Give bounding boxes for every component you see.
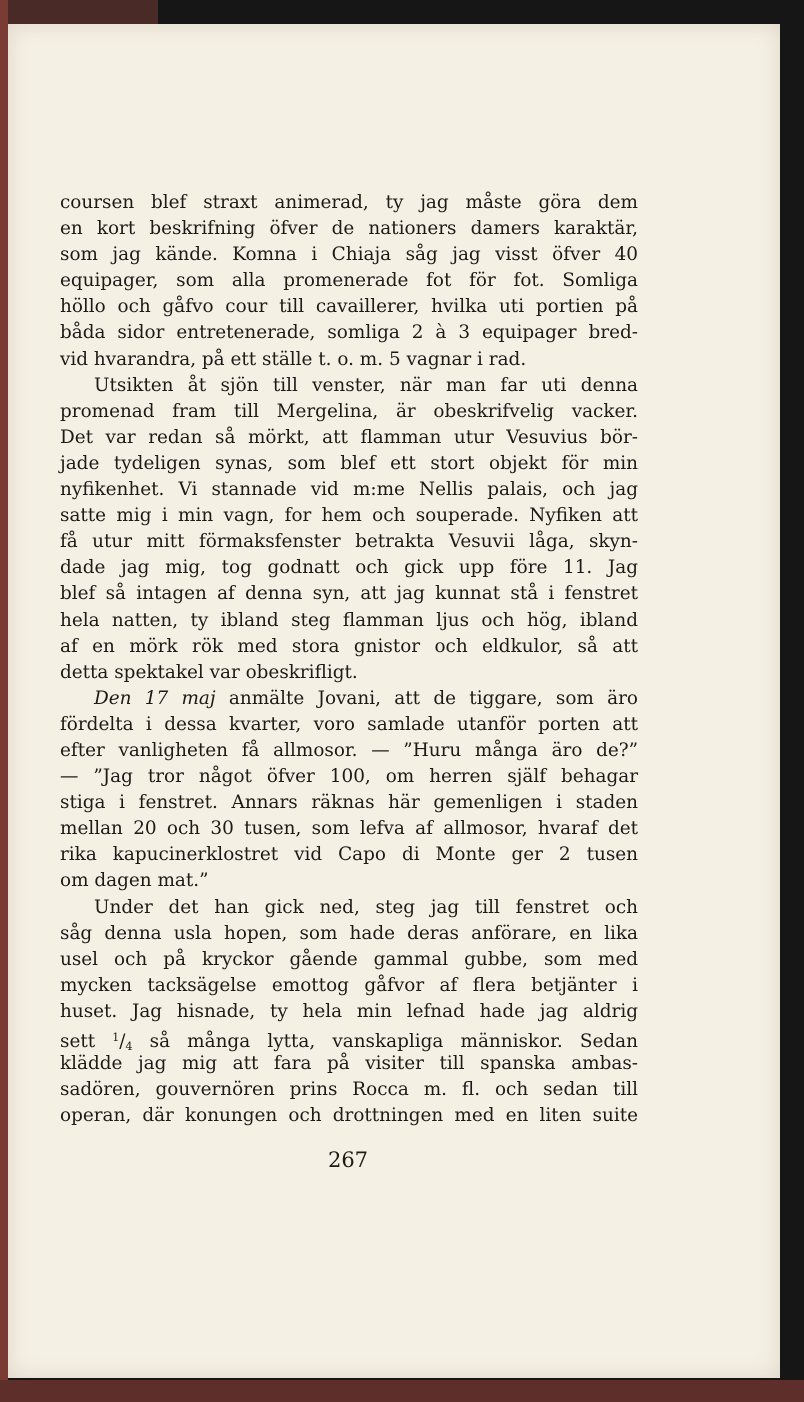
fraction-denominator: 4 [125, 1040, 133, 1053]
text-line: dade jag mig, tog godnatt och gick upp före 11. Jag [60, 557, 638, 579]
text-line: Det var redan så mörkt, att flamman utur Vesuvius bör- [60, 426, 638, 448]
text-line: coursen blef straxt animerad, ty jag måste göra dem [60, 192, 638, 213]
text-line: usel och på kryckor gående gammal gubbe, som med [60, 948, 638, 970]
text-line: sett $^1/_4$ så många lytta, vanskapliga människor. Sedan [60, 1031, 638, 1053]
body-text [60, 190, 638, 1129]
page-number: 267 [327, 1148, 369, 1172]
bottom-edge [0, 1380, 804, 1402]
text-line: detta spektakel var obeskrifligt. [60, 661, 358, 683]
text-line: mellan 20 och 30 tusen, som lefva af allmosor, hvaraf det [60, 818, 638, 840]
text-line: equipager, som alla promenerade fot för fot. Somliga [60, 270, 638, 292]
text-line: mycken tacksägelse emottog gåfvor af flera betjänter i [60, 974, 638, 996]
date-heading: Den 17 maj [94, 687, 216, 709]
text-line: vid hvarandra, på ett ställe t. o. m. 5 vagnar i rad. [60, 348, 527, 370]
text-line: efter vanligheten få allmosor. — ”Huru många äro de?” [60, 739, 638, 761]
binding-edge [0, 0, 8, 1402]
top-shadow [8, 0, 158, 24]
text-line: Utsikten åt sjön till venster, när man far uti denna [94, 374, 638, 396]
text-line: fördelta i dessa kvarter, voro samlade utanför porten att [60, 713, 638, 735]
text-line: såg denna usla hopen, som hade deras anförare, en lika [60, 922, 638, 944]
text-line: promenad fram till Mergelina, är obeskrifvelig vacker. [60, 400, 638, 422]
text-line: hela natten, ty ibland steg flamman ljus och hög, ibland [60, 609, 638, 631]
text-line: jade tydeligen synas, som blef ett stort objekt för min [60, 452, 638, 474]
text-line: — ”Jag tror något öfver 100, om herren själf behagar [60, 766, 638, 788]
text-line-start: sett [60, 1031, 96, 1052]
text-line: nyfikenhet. Vi stannade vid m:me Nellis palais, och jag [60, 479, 638, 501]
text-line: en kort beskrifning öfver de nationers damers karaktär, [60, 218, 638, 240]
text-line: som jag kände. Komna i Chiaja såg jag visst öfver 40 [60, 244, 638, 266]
text-line: huset. Jag hisnade, ty hela min lefnad hade jag aldrig [60, 1000, 638, 1022]
text-line: klädde jag mig att fara på visiter till spanska ambas- [60, 1053, 638, 1075]
paper-page [8, 24, 780, 1378]
text-line: satte mig i min vagn, for hem och souperade. Nyfiken att [60, 505, 638, 527]
text-line: sadören, gouvernören prins Rocca m. fl. och sedan till [60, 1079, 638, 1101]
text-line [60, 686, 638, 712]
fraction-numerator: 1 [112, 1031, 120, 1044]
text-line-rest: anmälte Jovani, att de tiggare, som äro [228, 687, 638, 709]
text-line: båda sidor entretenerade, somliga 2 à 3 equipager bred- [60, 322, 638, 344]
text-line: stiga i fenstret. Annars räknas här gemenligen i staden [60, 792, 638, 814]
text-line-rest: så många lytta, vanskapliga människor. Sedan [149, 1031, 638, 1052]
text-line: blef så intagen af denna syn, att jag kunnat stå i fenstret [60, 583, 638, 605]
text-line: af en mörk rök med stora gnistor och eldkulor, så att [60, 635, 638, 657]
text-line: höllo och gåfvo cour till cavaillerer, hvilka uti portien på [60, 296, 638, 318]
text-line: rika kapucinerklostret vid Capo di Monte ger 2 tusen [60, 844, 638, 866]
text-line: få utur mitt förmaksfenster betrakta Vesuvii låga, skyn- [60, 531, 638, 553]
text-line: om dagen mat.” [60, 870, 209, 892]
text-line: Under det han gick ned, steg jag till fenstret och [94, 896, 638, 918]
text-line: operan, där konungen och drottningen med en liten suite [60, 1105, 638, 1127]
